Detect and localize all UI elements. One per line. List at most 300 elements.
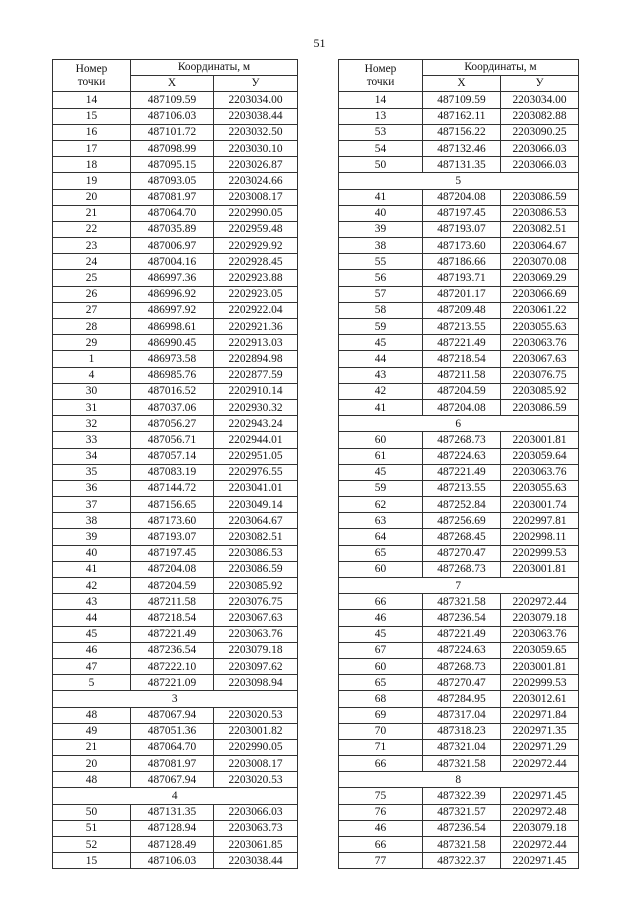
y-coordinate-cell: 2202971.29	[501, 739, 579, 755]
x-coordinate-cell: 487037.06	[131, 399, 214, 415]
y-coordinate-cell: 2202972.48	[501, 804, 579, 820]
x-coordinate-cell: 487056.27	[131, 416, 214, 432]
table-row	[53, 286, 298, 302]
group-number: 4	[53, 788, 298, 804]
point-number-cell: 64	[339, 529, 423, 545]
table-row	[339, 788, 579, 804]
y-coordinate-cell: 2202997.81	[501, 513, 579, 529]
point-number-cell: 43	[53, 594, 131, 610]
table-row	[53, 124, 298, 140]
point-number-cell: 38	[53, 513, 131, 529]
point-number-cell: 60	[339, 658, 423, 674]
point-number-cell: 46	[53, 642, 131, 658]
point-number-cell: 68	[339, 691, 423, 707]
table-row	[339, 399, 579, 415]
point-number-cell: 50	[53, 804, 131, 820]
x-column-header: X	[423, 76, 501, 92]
y-coordinate-cell: 2203064.67	[214, 513, 298, 529]
point-number-cell: 37	[53, 497, 131, 513]
x-coordinate-cell: 487067.94	[131, 707, 214, 723]
y-coordinate-cell: 2202990.05	[214, 739, 298, 755]
point-number-header	[339, 60, 423, 92]
table-row	[339, 480, 579, 496]
x-coordinate-cell: 487064.70	[131, 205, 214, 221]
table-row	[339, 205, 579, 221]
point-number-header	[53, 60, 131, 92]
point-number-cell: 26	[53, 286, 131, 302]
point-number-cell: 19	[53, 173, 131, 189]
point-number-cell: 53	[339, 124, 423, 140]
y-coordinate-cell: 2202944.01	[214, 432, 298, 448]
y-coordinate-cell: 2203061.22	[501, 302, 579, 318]
x-coordinate-cell: 487236.54	[423, 610, 501, 626]
x-coordinate-cell: 487236.54	[423, 820, 501, 836]
x-coordinate-cell: 487221.09	[131, 675, 214, 691]
table-row	[53, 448, 298, 464]
x-coordinate-cell: 487056.71	[131, 432, 214, 448]
table-row	[53, 254, 298, 270]
table-row	[339, 254, 579, 270]
table-row	[339, 351, 579, 367]
y-coordinate-cell: 2202972.44	[501, 756, 579, 772]
table-row	[53, 497, 298, 513]
y-coordinate-cell: 2202928.45	[214, 254, 298, 270]
point-number-cell: 25	[53, 270, 131, 286]
x-coordinate-cell: 486973.58	[131, 351, 214, 367]
table-row	[53, 723, 298, 739]
point-number-cell: 45	[339, 464, 423, 480]
point-header-line2: точки	[77, 75, 106, 88]
point-number-cell: 14	[53, 92, 131, 108]
point-number-cell: 50	[339, 157, 423, 173]
y-coordinate-cell: 2203076.75	[501, 367, 579, 383]
y-coordinate-cell: 2203067.63	[214, 610, 298, 626]
point-number-cell: 57	[339, 286, 423, 302]
y-coordinate-cell: 2203063.76	[501, 335, 579, 351]
table-row	[53, 545, 298, 561]
table-row	[53, 157, 298, 173]
point-header-line2: точки	[366, 75, 395, 88]
table-row	[339, 108, 579, 124]
table-row	[339, 529, 579, 545]
table-row	[53, 140, 298, 156]
point-number-cell: 45	[53, 626, 131, 642]
x-coordinate-cell: 487221.49	[131, 626, 214, 642]
table-row	[339, 383, 579, 399]
x-coordinate-cell: 487252.84	[423, 497, 501, 513]
table-row	[53, 513, 298, 529]
group-header-row	[339, 772, 579, 788]
y-coordinate-cell: 2203066.03	[501, 157, 579, 173]
x-coordinate-cell: 487322.37	[423, 853, 501, 869]
x-coordinate-cell: 487173.60	[423, 238, 501, 254]
table-row	[53, 319, 298, 335]
table-row	[53, 739, 298, 755]
table-row	[339, 853, 579, 869]
table-row	[53, 804, 298, 820]
x-coordinate-cell: 487006.97	[131, 238, 214, 254]
x-coordinate-cell: 487093.05	[131, 173, 214, 189]
y-column-header: У	[501, 76, 579, 92]
point-number-cell: 29	[53, 335, 131, 351]
table-row	[53, 642, 298, 658]
x-coordinate-cell: 487106.03	[131, 108, 214, 124]
y-coordinate-cell: 2202923.05	[214, 286, 298, 302]
y-coordinate-cell: 2202999.53	[501, 675, 579, 691]
x-coordinate-cell: 487081.97	[131, 189, 214, 205]
point-number-cell: 20	[53, 189, 131, 205]
table-row	[339, 270, 579, 286]
y-coordinate-cell: 2203008.17	[214, 756, 298, 772]
point-number-cell: 70	[339, 723, 423, 739]
y-coordinate-cell: 2202971.45	[501, 853, 579, 869]
y-coordinate-cell: 2202922.04	[214, 302, 298, 318]
y-coordinate-cell: 2203086.53	[501, 205, 579, 221]
y-coordinate-cell: 2203038.44	[214, 108, 298, 124]
point-number-cell: 30	[53, 383, 131, 399]
x-coordinate-cell: 487057.14	[131, 448, 214, 464]
table-row	[53, 837, 298, 853]
y-coordinate-cell: 2203064.67	[501, 238, 579, 254]
point-number-cell: 67	[339, 642, 423, 658]
y-coordinate-cell: 2202877.59	[214, 367, 298, 383]
x-coordinate-cell: 487144.72	[131, 480, 214, 496]
point-number-cell: 60	[339, 432, 423, 448]
y-coordinate-cell: 2202959.48	[214, 221, 298, 237]
y-coordinate-cell: 2203008.17	[214, 189, 298, 205]
y-coordinate-cell: 2202976.55	[214, 464, 298, 480]
group-header-row	[53, 691, 298, 707]
y-coordinate-cell: 2203020.53	[214, 707, 298, 723]
y-coordinate-cell: 2202910.14	[214, 383, 298, 399]
x-coordinate-cell: 487067.94	[131, 772, 214, 788]
point-number-cell: 14	[339, 92, 423, 108]
table-row	[53, 707, 298, 723]
x-coordinate-cell: 487268.73	[423, 658, 501, 674]
table-row	[53, 675, 298, 691]
point-number-cell: 40	[53, 545, 131, 561]
coordinates-table-right	[338, 59, 579, 869]
y-coordinate-cell: 2203086.59	[501, 189, 579, 205]
point-number-cell: 52	[53, 837, 131, 853]
table-row	[339, 140, 579, 156]
y-coordinate-cell: 2203066.69	[501, 286, 579, 302]
x-coordinate-cell: 487224.63	[423, 642, 501, 658]
group-header-row	[339, 416, 579, 432]
x-coordinate-cell: 487218.54	[423, 351, 501, 367]
y-coordinate-cell: 2203059.64	[501, 448, 579, 464]
point-number-cell: 41	[53, 561, 131, 577]
y-coordinate-cell: 2203001.74	[501, 497, 579, 513]
point-number-cell: 28	[53, 319, 131, 335]
y-coordinate-cell: 2203012.61	[501, 691, 579, 707]
x-coordinate-cell: 487064.70	[131, 739, 214, 755]
table-row	[339, 302, 579, 318]
y-coordinate-cell: 2203063.76	[214, 626, 298, 642]
point-number-cell: 15	[53, 853, 131, 869]
table-row	[53, 367, 298, 383]
x-coordinate-cell: 487051.36	[131, 723, 214, 739]
table-row	[339, 626, 579, 642]
y-coordinate-cell: 2202913.03	[214, 335, 298, 351]
point-number-cell: 42	[53, 578, 131, 594]
table-row	[53, 853, 298, 869]
point-header-line1: Номер	[75, 62, 108, 75]
x-coordinate-cell: 487173.60	[131, 513, 214, 529]
x-coordinate-cell: 487321.58	[423, 837, 501, 853]
point-number-cell: 20	[53, 756, 131, 772]
x-coordinate-cell: 487221.49	[423, 626, 501, 642]
x-coordinate-cell: 487186.66	[423, 254, 501, 270]
y-column-header: У	[214, 76, 298, 92]
point-number-cell: 45	[339, 335, 423, 351]
table-row	[53, 820, 298, 836]
y-coordinate-cell: 2203086.59	[501, 399, 579, 415]
point-number-cell: 58	[339, 302, 423, 318]
y-coordinate-cell: 2203059.65	[501, 642, 579, 658]
table-row	[339, 723, 579, 739]
table-row	[53, 578, 298, 594]
y-coordinate-cell: 2203026.87	[214, 157, 298, 173]
point-number-cell: 48	[53, 772, 131, 788]
point-number-cell: 66	[339, 594, 423, 610]
point-number-cell: 16	[53, 124, 131, 140]
x-coordinate-cell: 487132.46	[423, 140, 501, 156]
y-coordinate-cell: 2203020.53	[214, 772, 298, 788]
y-coordinate-cell: 2203055.63	[501, 319, 579, 335]
point-number-cell: 40	[339, 205, 423, 221]
x-coordinate-cell: 487213.55	[423, 319, 501, 335]
x-coordinate-cell: 487268.73	[423, 561, 501, 577]
point-number-cell: 22	[53, 221, 131, 237]
y-coordinate-cell: 2202930.32	[214, 399, 298, 415]
table-row	[53, 464, 298, 480]
y-coordinate-cell: 2203034.00	[214, 92, 298, 108]
y-coordinate-cell: 2202951.05	[214, 448, 298, 464]
point-number-cell: 31	[53, 399, 131, 415]
table-row	[53, 189, 298, 205]
point-number-cell: 47	[53, 658, 131, 674]
point-number-cell: 65	[339, 675, 423, 691]
x-coordinate-cell: 487270.47	[423, 675, 501, 691]
y-coordinate-cell: 2203086.59	[214, 561, 298, 577]
coordinates-header: Координаты, м	[423, 60, 579, 76]
point-number-cell: 41	[339, 189, 423, 205]
table-row	[53, 302, 298, 318]
point-number-cell: 13	[339, 108, 423, 124]
x-coordinate-cell: 487095.15	[131, 157, 214, 173]
point-number-cell: 39	[53, 529, 131, 545]
point-number-cell: 75	[339, 788, 423, 804]
point-number-cell: 61	[339, 448, 423, 464]
table-row	[339, 92, 579, 108]
y-coordinate-cell: 2203079.18	[501, 820, 579, 836]
y-coordinate-cell: 2203082.51	[214, 529, 298, 545]
y-coordinate-cell: 2203069.29	[501, 270, 579, 286]
group-number: 7	[339, 578, 579, 594]
group-number: 8	[339, 772, 579, 788]
point-number-cell: 21	[53, 205, 131, 221]
x-coordinate-cell: 487322.39	[423, 788, 501, 804]
x-coordinate-cell: 487213.55	[423, 480, 501, 496]
y-coordinate-cell: 2202971.45	[501, 788, 579, 804]
x-coordinate-cell: 487098.99	[131, 140, 214, 156]
y-coordinate-cell: 2203079.18	[214, 642, 298, 658]
table-row	[339, 513, 579, 529]
y-coordinate-cell: 2203066.03	[214, 804, 298, 820]
x-coordinate-cell: 486990.45	[131, 335, 214, 351]
point-number-cell: 15	[53, 108, 131, 124]
group-number: 3	[53, 691, 298, 707]
y-coordinate-cell: 2203001.81	[501, 561, 579, 577]
group-number: 6	[339, 416, 579, 432]
table-row	[53, 399, 298, 415]
y-coordinate-cell: 2203024.66	[214, 173, 298, 189]
point-number-cell: 42	[339, 383, 423, 399]
y-coordinate-cell: 2203001.82	[214, 723, 298, 739]
x-coordinate-cell: 487204.08	[131, 561, 214, 577]
table-row	[53, 756, 298, 772]
point-number-cell: 65	[339, 545, 423, 561]
x-coordinate-cell: 487128.94	[131, 820, 214, 836]
point-number-cell: 39	[339, 221, 423, 237]
table-row	[53, 270, 298, 286]
point-number-cell: 35	[53, 464, 131, 480]
table-row	[339, 804, 579, 820]
table-row	[339, 820, 579, 836]
x-coordinate-cell: 487218.54	[131, 610, 214, 626]
x-coordinate-cell: 487204.08	[423, 399, 501, 415]
x-coordinate-cell: 487318.23	[423, 723, 501, 739]
point-number-cell: 63	[339, 513, 423, 529]
x-coordinate-cell: 487109.59	[131, 92, 214, 108]
group-number: 5	[339, 173, 579, 189]
point-number-cell: 59	[339, 319, 423, 335]
table-row	[53, 594, 298, 610]
x-coordinate-cell: 487221.49	[423, 335, 501, 351]
y-coordinate-cell: 2203082.88	[501, 108, 579, 124]
table-row	[339, 367, 579, 383]
y-coordinate-cell: 2202998.11	[501, 529, 579, 545]
point-number-cell: 77	[339, 853, 423, 869]
point-number-cell: 54	[339, 140, 423, 156]
table-row	[339, 157, 579, 173]
y-coordinate-cell: 2203086.53	[214, 545, 298, 561]
y-coordinate-cell: 2203090.25	[501, 124, 579, 140]
y-coordinate-cell: 2203034.00	[501, 92, 579, 108]
y-coordinate-cell: 2202929.92	[214, 238, 298, 254]
x-coordinate-cell: 487081.97	[131, 756, 214, 772]
x-coordinate-cell: 487284.95	[423, 691, 501, 707]
point-number-cell: 43	[339, 367, 423, 383]
point-number-cell: 23	[53, 238, 131, 254]
point-header-line1: Номер	[364, 62, 397, 75]
point-number-cell: 44	[53, 610, 131, 626]
y-coordinate-cell: 2203055.63	[501, 480, 579, 496]
table-row	[53, 108, 298, 124]
group-header-row	[339, 173, 579, 189]
point-number-cell: 69	[339, 707, 423, 723]
table-row	[53, 432, 298, 448]
x-coordinate-cell: 487268.73	[423, 432, 501, 448]
point-number-cell: 49	[53, 723, 131, 739]
point-number-cell: 48	[53, 707, 131, 723]
coordinates-body-left	[53, 92, 298, 869]
x-coordinate-cell: 487270.47	[423, 545, 501, 561]
point-number-cell: 41	[339, 399, 423, 415]
y-coordinate-cell: 2202923.88	[214, 270, 298, 286]
x-coordinate-cell: 487201.17	[423, 286, 501, 302]
coordinates-body-right	[339, 92, 579, 869]
x-coordinate-cell: 486997.92	[131, 302, 214, 318]
point-number-cell: 71	[339, 739, 423, 755]
table-row	[53, 658, 298, 674]
y-coordinate-cell: 2203063.76	[501, 464, 579, 480]
x-coordinate-cell: 487321.58	[423, 756, 501, 772]
x-coordinate-cell: 487211.58	[131, 594, 214, 610]
x-coordinate-cell: 487156.65	[131, 497, 214, 513]
x-coordinate-cell: 486997.36	[131, 270, 214, 286]
x-coordinate-cell: 487156.22	[423, 124, 501, 140]
y-coordinate-cell: 2203063.76	[501, 626, 579, 642]
table-row	[339, 675, 579, 691]
coordinates-header: Координаты, м	[131, 60, 298, 76]
table-row	[339, 837, 579, 853]
y-coordinate-cell: 2203085.92	[501, 383, 579, 399]
table-row	[339, 691, 579, 707]
y-coordinate-cell: 2203030.10	[214, 140, 298, 156]
x-coordinate-cell: 487197.45	[423, 205, 501, 221]
x-coordinate-cell: 487131.35	[423, 157, 501, 173]
y-coordinate-cell: 2203085.92	[214, 578, 298, 594]
point-number-cell: 1	[53, 351, 131, 367]
y-coordinate-cell: 2203070.08	[501, 254, 579, 270]
point-number-cell: 5	[53, 675, 131, 691]
point-number-cell: 27	[53, 302, 131, 318]
x-coordinate-cell: 487321.57	[423, 804, 501, 820]
y-coordinate-cell: 2203079.18	[501, 610, 579, 626]
point-number-cell: 66	[339, 756, 423, 772]
point-number-cell: 76	[339, 804, 423, 820]
table-row	[53, 610, 298, 626]
x-coordinate-cell: 487221.49	[423, 464, 501, 480]
table-row	[53, 335, 298, 351]
x-coordinate-cell: 486998.61	[131, 319, 214, 335]
x-coordinate-cell: 486996.92	[131, 286, 214, 302]
table-row	[339, 594, 579, 610]
table-row	[339, 286, 579, 302]
x-coordinate-cell: 487109.59	[423, 92, 501, 108]
table-row	[339, 739, 579, 755]
table-row	[53, 416, 298, 432]
y-coordinate-cell: 2202990.05	[214, 205, 298, 221]
y-coordinate-cell: 2203038.44	[214, 853, 298, 869]
table-row	[339, 335, 579, 351]
y-coordinate-cell: 2203097.62	[214, 658, 298, 674]
table-row	[339, 238, 579, 254]
point-number-cell: 24	[53, 254, 131, 270]
x-coordinate-cell: 487197.45	[131, 545, 214, 561]
point-number-cell: 55	[339, 254, 423, 270]
table-row	[339, 561, 579, 577]
y-coordinate-cell: 2203098.94	[214, 675, 298, 691]
table-row	[53, 772, 298, 788]
group-header-row	[339, 578, 579, 594]
table-row	[53, 480, 298, 496]
y-coordinate-cell: 2202943.24	[214, 416, 298, 432]
point-number-cell: 66	[339, 837, 423, 853]
y-coordinate-cell: 2202894.98	[214, 351, 298, 367]
